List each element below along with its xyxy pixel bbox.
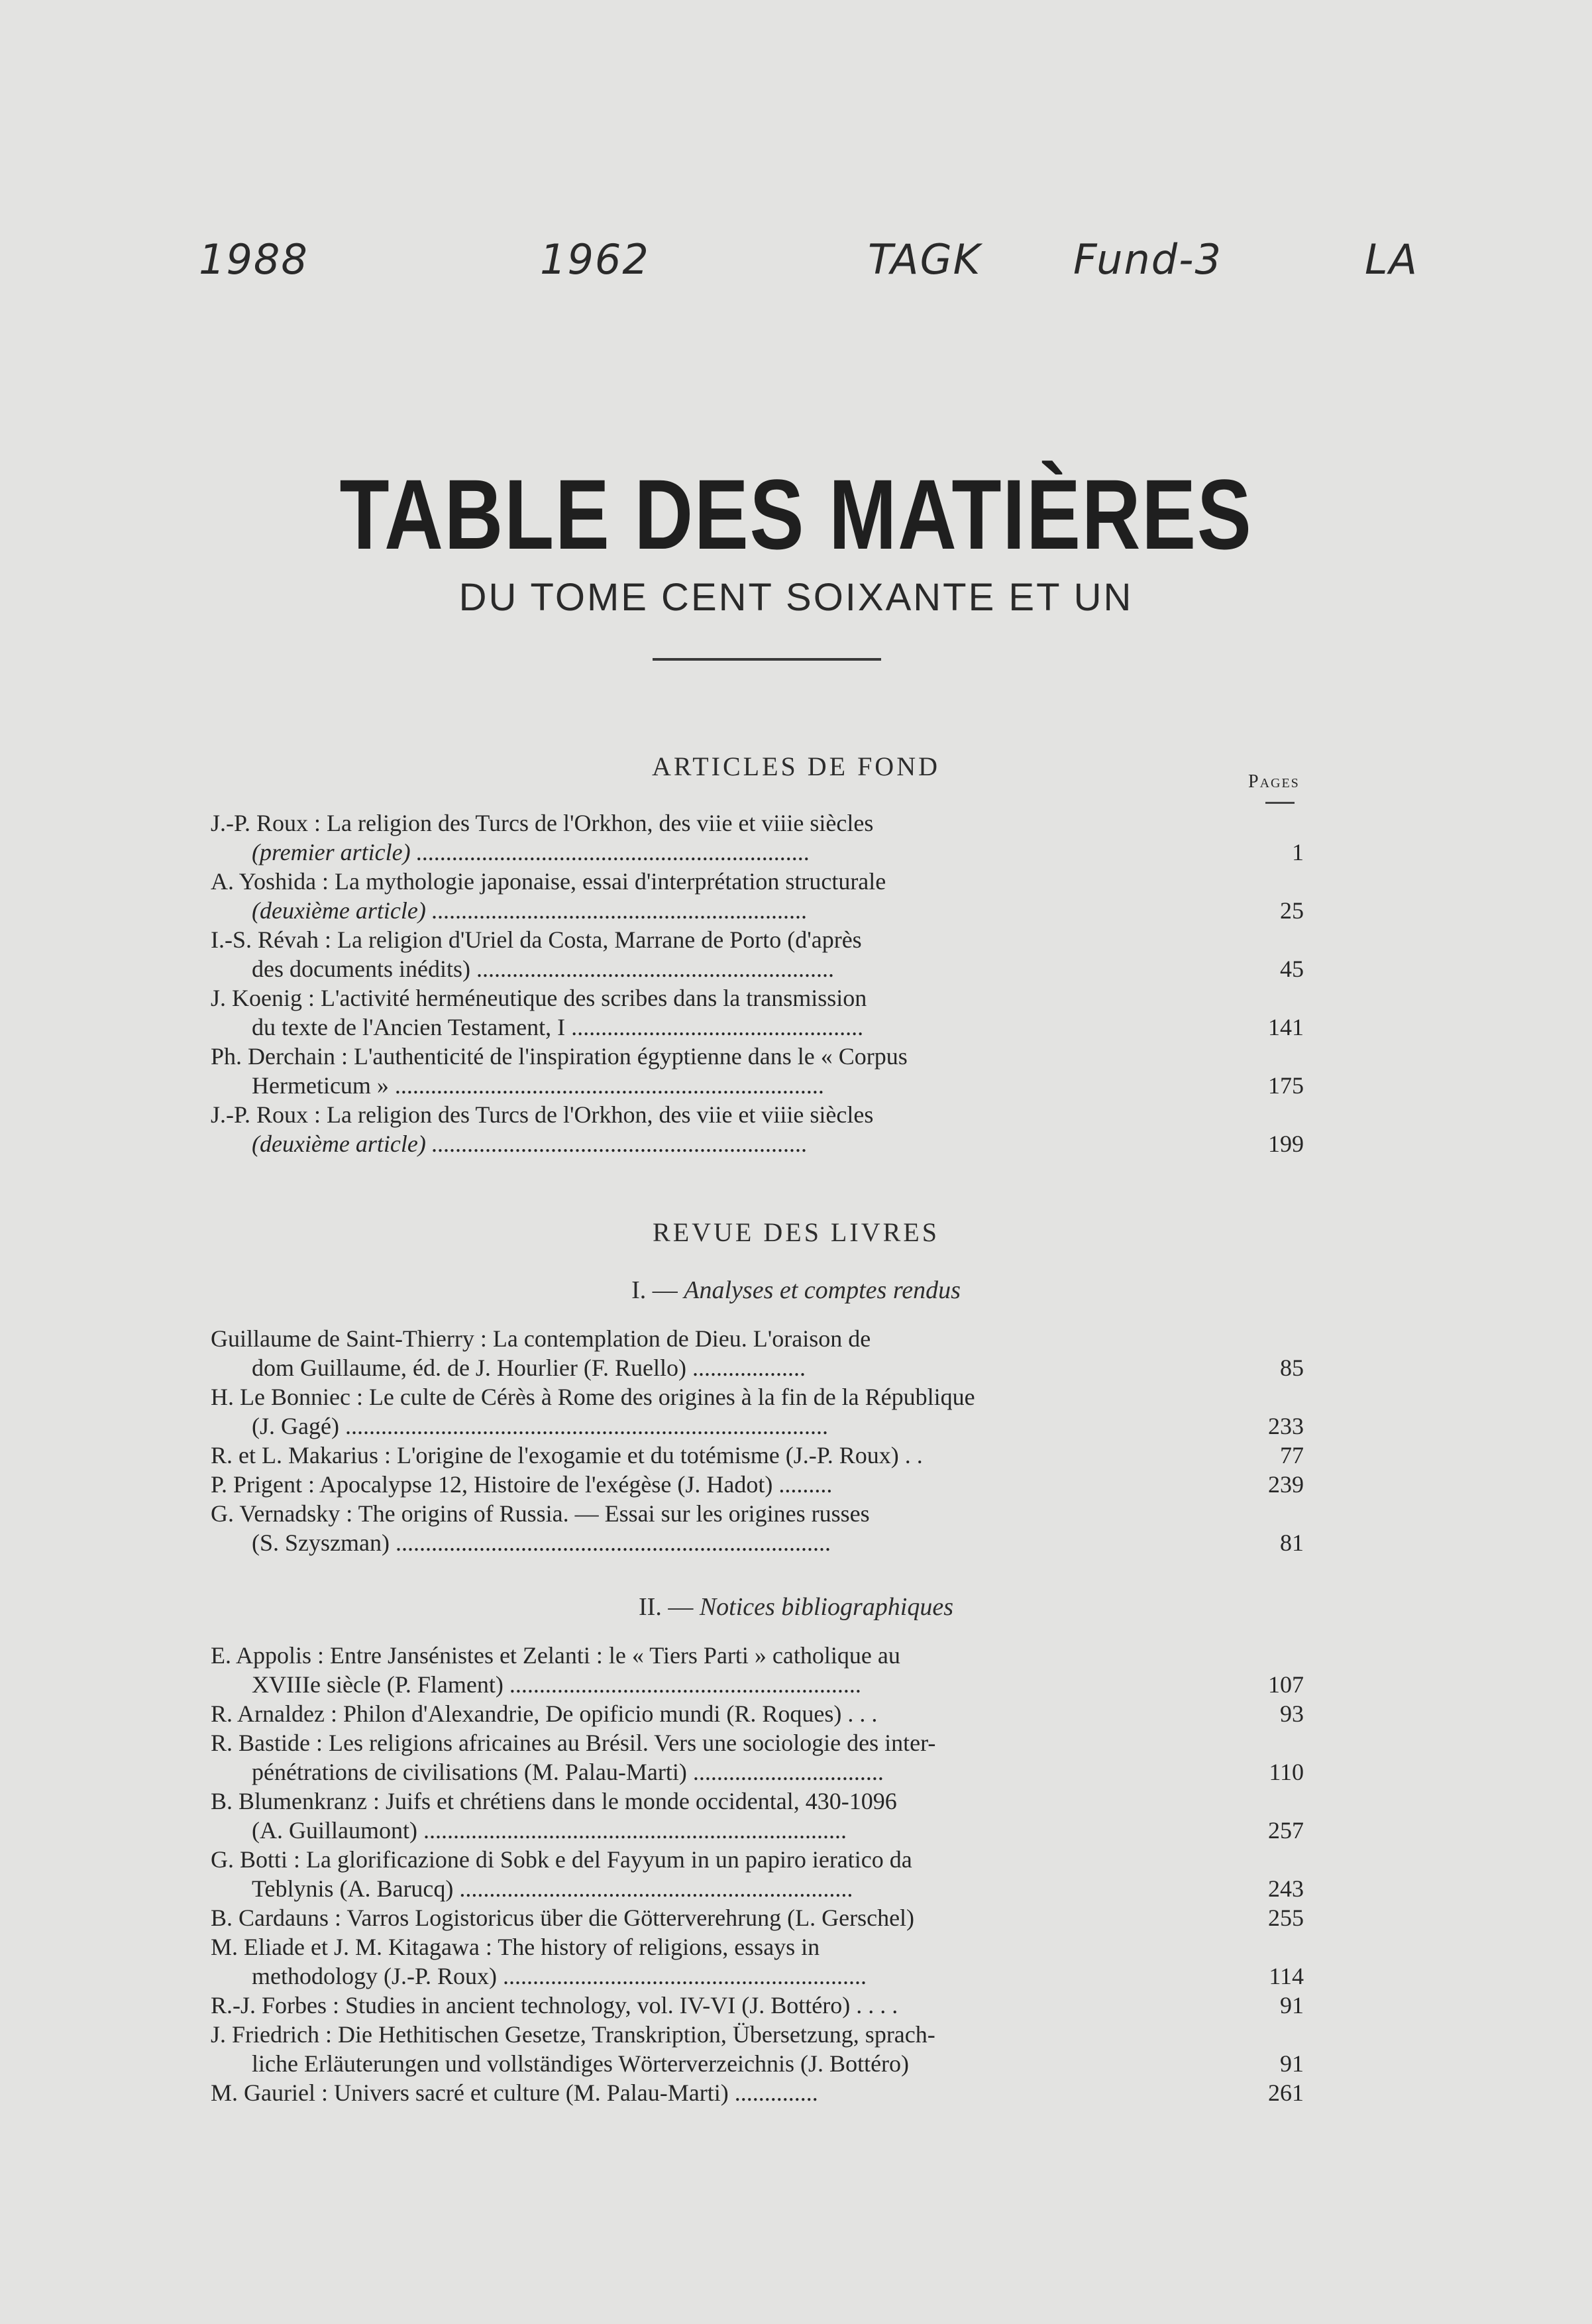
list-item [211,1499,1304,1557]
page-number: 257 [1268,1817,1304,1844]
entry-text: R.-J. Forbes : Studies in ancient technology, vol. IV-VI (J. Bottéro) . . . . [211,1992,898,2019]
list-item [211,1100,1304,1158]
entry-text: A. Yoshida : La mythologie japonaise, essai d'interprétation structurale [211,868,886,895]
part-number: II. — [639,1593,694,1621]
page-number: 114 [1269,1963,1304,1989]
title-divider [653,658,881,661]
entry-text: H. Le Bonniec : Le culte de Cérès à Rome des origines à la fin de la République [211,1384,975,1410]
page-number: 239 [1268,1471,1304,1498]
page-number: 110 [1269,1759,1304,1785]
list-item [211,1382,1304,1441]
page-number: 85 [1280,1355,1304,1381]
page-number: 233 [1268,1413,1304,1439]
handwritten-note: Fund-3 [1073,235,1222,284]
page-number: 1 [1292,839,1304,865]
page-number: 255 [1268,1905,1304,1931]
part-title: Analyses et comptes rendus [684,1276,961,1304]
list-item [211,2078,1304,2107]
articles-section-title: ARTICLES DE FOND [652,751,940,781]
reviews-part1-heading [0,1276,1592,1305]
reviews-part2-list [211,1641,1304,2107]
page-number: 175 [1268,1072,1304,1099]
entry-text: B. Blumenkranz : Juifs et chrétiens dans le monde occidental, 430-1096 [211,1788,897,1814]
entry-text: M. Eliade et J. M. Kitagawa : The history of religions, essays in [211,1934,820,1960]
part-number: I. — [631,1276,678,1304]
reviews-section-title: REVUE DES LIVRES [653,1217,939,1247]
reviews-part2-heading [0,1592,1592,1622]
page-number: 91 [1280,2050,1304,2077]
entry-text: P. Prigent : Apocalypse 12, Histoire de l'exégèse (J. Hadot) ......... [211,1471,833,1498]
list-item [211,1441,1304,1470]
entry-text: Hermeticum » ........................................................................ [252,1072,824,1099]
entry-text: dom Guillaume, éd. de J. Hourlier (F. Ruello) ................... [252,1355,806,1381]
list-item [211,1991,1304,2020]
entry-text: (premier article) .................................................................. [252,839,810,865]
page-number: 81 [1280,1529,1304,1556]
list-item [211,1470,1304,1499]
handwritten-note: 1988 [199,235,309,284]
list-item [211,867,1304,925]
part-title: Notices bibliographiques [699,1593,953,1621]
entry-text: methodology (J.-P. Roux) ............................................................. [252,1963,867,1989]
entry-text: (deuxième article) ............................................................... [252,897,808,924]
page-number: 93 [1280,1700,1304,1727]
entry-text: E. Appolis : Entre Jansénistes et Zelanti : le « Tiers Parti » catholique au [211,1642,900,1669]
entry-text: Ph. Derchain : L'authenticité de l'inspiration égyptienne dans le « Corpus [211,1043,908,1070]
list-item [211,1641,1304,1699]
list-item [211,1845,1304,1903]
handwritten-note: TAGK [868,235,982,284]
list-item [211,983,1304,1042]
entry-text: R. Arnaldez : Philon d'Alexandrie, De opificio mundi (R. Roques) . . . [211,1700,878,1727]
list-item [211,808,1304,867]
entry-text: Teblynis (A. Barucq) .................................................................. [252,1875,853,1902]
page-number: 107 [1268,1671,1304,1698]
list-item [211,1903,1304,1932]
entry-text: (A. Guillaumont) ....................................................................... [252,1817,847,1844]
list-item [211,1787,1304,1845]
list-item [211,1042,1304,1100]
entry-text: J.-P. Roux : La religion des Turcs de l'Orkhon, des viie et viiie siècles [211,1101,874,1128]
page-number: 243 [1268,1875,1304,1902]
entry-text: XVIIIe siècle (P. Flament) ........................................................... [252,1671,861,1698]
list-item [211,2020,1304,2078]
list-item [211,1699,1304,1728]
list-item [211,925,1304,983]
list-item [211,1324,1304,1382]
list-item [211,1932,1304,1991]
entry-text: (S. Szyszman) ......................................................................... [252,1529,831,1556]
reviews-part1-list [211,1324,1304,1557]
entry-text: liche Erläuterungen und vollständiges Wörterverzeichnis (J. Bottéro) [252,2050,910,2077]
page-number: 25 [1280,897,1304,924]
entry-text: M. Gauriel : Univers sacré et culture (M. Palau-Marti) .............. [211,2079,818,2106]
entry-text: B. Cardauns : Varros Logistoricus über die Götterverehrung (L. Gerschel) [211,1905,915,1931]
page-number: 261 [1268,2079,1304,2106]
page-number: 91 [1280,1992,1304,2019]
entry-text: J.-P. Roux : La religion des Turcs de l'Orkhon, des viie et viiie siècles [211,810,874,836]
page-title: TABLE DES MATIÈRES [339,459,1253,570]
entry-text: R. et L. Makarius : L'origine de l'exogamie et du totémisme (J.-P. Roux) . . [211,1442,923,1468]
pages-divider [1265,802,1295,804]
page-number: 141 [1268,1014,1304,1040]
pages-column-label: Pages [1248,771,1300,792]
page-number: 199 [1268,1131,1304,1157]
articles-list [211,808,1304,1158]
entry-text: G. Vernadsky : The origins of Russia. — Essai sur les origines russes [211,1500,870,1527]
handwritten-note: LA [1365,235,1418,284]
entry-text: R. Bastide : Les religions africaines au Brésil. Vers une sociologie des inter- [211,1730,936,1756]
entry-text: J. Friedrich : Die Hethitischen Gesetze, Transkription, Übersetzung, sprach- [211,2021,935,2048]
entry-text: (deuxième article) ............................................................... [252,1131,808,1157]
entry-text: J. Koenig : L'activité herméneutique des scribes dans la transmission [211,985,867,1011]
page-number: 45 [1280,956,1304,982]
entry-text: Guillaume de Saint-Thierry : La contemplation de Dieu. L'oraison de [211,1325,871,1352]
entry-text: (J. Gagé) ................................................................................. [252,1413,828,1439]
entry-text: I.-S. Révah : La religion d'Uriel da Costa, Marrane de Porto (d'après [211,926,862,953]
page-number: 77 [1280,1442,1304,1468]
handwritten-note: 1962 [540,235,650,284]
entry-text: G. Botti : La glorificazione di Sobk e del Fayyum in un papiro ieratico da [211,1846,912,1873]
entry-text: des documents inédits) ............................................................ [252,956,834,982]
page-subtitle: DU TOME CENT SOIXANTE ET UN [458,576,1134,619]
entry-text: du texte de l'Ancien Testament, I ................................................. [252,1014,864,1040]
entry-text: pénétrations de civilisations (M. Palau-Marti) ................................ [252,1759,884,1785]
list-item [211,1728,1304,1787]
